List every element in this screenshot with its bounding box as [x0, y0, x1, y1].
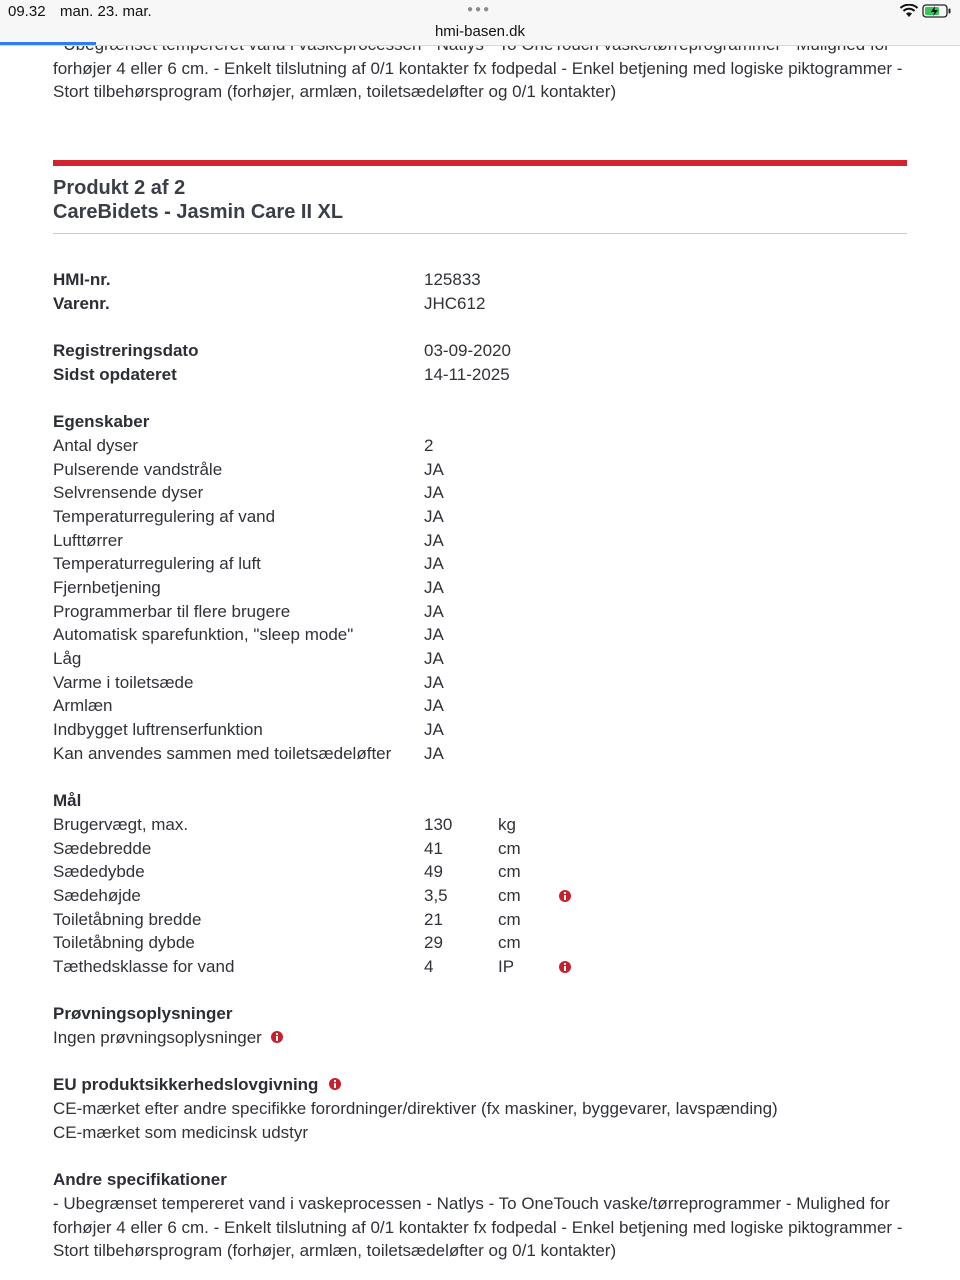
measurement-value: 3,5 [424, 886, 448, 905]
measurement-unit: cm [498, 910, 521, 929]
previous-product-other-specs: forhøjer 4 eller 6 cm. - Enkelt tilslutning af 0/1 kontakter fx fodpedal - Enkel betjening med logiske piktogrammer - Stort tilbehørsprogram (forhøjer, armlæn, toiletsædeløfter og 0/1 kontakter) [53, 58, 903, 102]
testing-title: Prøvningsoplysninger [53, 1004, 233, 1023]
property-row [53, 505, 913, 529]
measurement-unit: cm [498, 862, 521, 881]
measurement-unit: cm [498, 886, 521, 905]
property-row [53, 600, 913, 624]
property-row [53, 671, 913, 695]
property-value: JA [424, 673, 444, 692]
property-value: 2 [424, 436, 434, 455]
testing-text: Ingen prøvningsoplysninger [53, 1028, 262, 1047]
last-updated-row [53, 363, 913, 387]
measurement-label: Toiletåbning bredde [53, 910, 202, 929]
eu-title: EU produktsikkerhedslovgivning [53, 1075, 319, 1094]
property-row [53, 694, 913, 718]
property-label: Kan anvendes sammen med toiletsædeløfter [53, 744, 392, 763]
measurement-label: Brugervægt, max. [53, 815, 189, 834]
property-label: Automatisk sparefunktion, "sleep mode" [53, 625, 354, 644]
measurement-value: 49 [424, 862, 443, 881]
registration-date-row [53, 339, 913, 363]
property-label: Temperaturregulering af vand [53, 507, 276, 526]
property-value: JA [424, 602, 444, 621]
property-value: JA [424, 625, 444, 644]
hmi-number-row [53, 268, 913, 292]
property-label: Lufttørrer [53, 531, 123, 550]
battery-charging-icon [922, 4, 952, 18]
product-divider-red [53, 160, 907, 166]
property-label: Pulserende vandstråle [53, 460, 223, 479]
last-updated-value: 14-11-2025 [424, 365, 510, 384]
header-divider [53, 233, 907, 234]
measurement-row [53, 837, 913, 861]
wifi-icon [899, 4, 919, 18]
property-value: JA [424, 483, 444, 502]
property-row [53, 529, 913, 553]
property-label: Indbygget luftrenserfunktion [53, 720, 263, 739]
property-label: Temperaturregulering af luft [53, 554, 261, 573]
measurement-unit: kg [498, 815, 516, 834]
property-row [53, 434, 913, 458]
more-dots-icon[interactable]: ●●● [467, 4, 492, 15]
property-value: JA [424, 578, 444, 597]
info-icon[interactable] [559, 890, 571, 902]
property-label: Varme i toiletsæde [53, 673, 194, 692]
property-value: JA [424, 554, 444, 573]
measurement-value: 130 [424, 815, 453, 834]
measurement-value: 29 [424, 933, 443, 952]
measurement-row [53, 955, 913, 979]
product-name: CareBidets - Jasmin Care II XL [53, 201, 344, 223]
measurement-row [53, 813, 913, 837]
last-updated-label: Sidst opdateret [53, 365, 177, 384]
hmi-number-label: HMI-nr. [53, 270, 111, 289]
info-icon[interactable] [559, 961, 571, 973]
measurement-label: Sædehøjde [53, 886, 141, 905]
testing-row [53, 1026, 283, 1050]
measurement-label: Toiletåbning dybde [53, 933, 195, 952]
property-row [53, 552, 913, 576]
property-value: JA [424, 531, 444, 550]
property-value: JA [424, 720, 444, 739]
eu-line: CE-mærket efter andre specifikke forordninger/direktiver (fx maskiner, byggevarer, lavspænding) [53, 1099, 778, 1118]
property-row [53, 576, 913, 600]
property-label: Armlæn [53, 696, 113, 715]
registration-date-label: Registreringsdato [53, 341, 199, 360]
item-number-value: JHC612 [424, 294, 486, 313]
property-row [53, 647, 913, 671]
measurements-title: Mål [53, 791, 82, 810]
item-number-label: Varenr. [53, 294, 110, 313]
measurement-row [53, 931, 913, 955]
other-specs-text: - Ubegrænset tempereret vand i vaskeprocessen - Natlys - To OneTouch vaske/tørreprogrammer - Mulighed for forhøjer 4 eller 6 cm. - Enkelt tilslutning af 0/1 kontakter fx fodpedal - Enkel betjening med logiske piktogrammer - Stort tilbehørsprogram (forhøjer, armlæn, toiletsædeløfter og 0/1 kontakter) [53, 1194, 903, 1261]
hmi-number-value: 125833 [424, 270, 481, 289]
property-row [53, 718, 913, 742]
eu-line: CE-mærket som medicinsk udstyr [53, 1123, 309, 1142]
other-specs-title: Andre specifikationer [53, 1170, 227, 1189]
address-bar-url[interactable]: hmi-basen.dk [434, 23, 526, 40]
property-label: Antal dyser [53, 436, 139, 455]
product-counter: Produkt 2 af 2 [53, 177, 186, 199]
property-row [53, 458, 913, 482]
property-label: Selvrensende dyser [53, 483, 204, 502]
browser-status-bar [0, 0, 960, 46]
measurement-unit: cm [498, 839, 521, 858]
property-value: JA [424, 696, 444, 715]
property-row [53, 623, 913, 647]
property-label: Programmerbar til flere brugere [53, 602, 291, 621]
measurement-value: 4 [424, 957, 434, 976]
measurement-row [53, 860, 913, 884]
property-value: JA [424, 460, 444, 479]
measurement-unit: IP [498, 957, 515, 976]
property-row [53, 742, 913, 766]
info-icon[interactable] [271, 1031, 283, 1043]
property-row [53, 481, 913, 505]
registration-date-value: 03-09-2020 [424, 341, 511, 360]
property-label: Fjernbetjening [53, 578, 161, 597]
property-value: JA [424, 507, 444, 526]
property-label: Låg [53, 649, 82, 668]
eu-title-row [53, 1073, 341, 1097]
page-load-progress [0, 42, 96, 45]
measurement-label: Sædedybde [53, 862, 145, 881]
measurement-row [53, 884, 913, 908]
item-number-row [53, 292, 913, 316]
status-time: 09.32 [8, 3, 46, 20]
measurement-value: 41 [424, 839, 443, 858]
properties-title: Egenskaber [53, 412, 150, 431]
property-value: JA [424, 744, 444, 763]
measurement-label: Sædebredde [53, 839, 152, 858]
measurement-label: Tæthedsklasse for vand [53, 957, 235, 976]
measurement-value: 21 [424, 910, 443, 929]
status-date: man. 23. mar. [60, 3, 152, 20]
measurement-row [53, 908, 913, 932]
measurement-unit: cm [498, 933, 521, 952]
property-value: JA [424, 649, 444, 668]
info-icon[interactable] [329, 1078, 341, 1090]
